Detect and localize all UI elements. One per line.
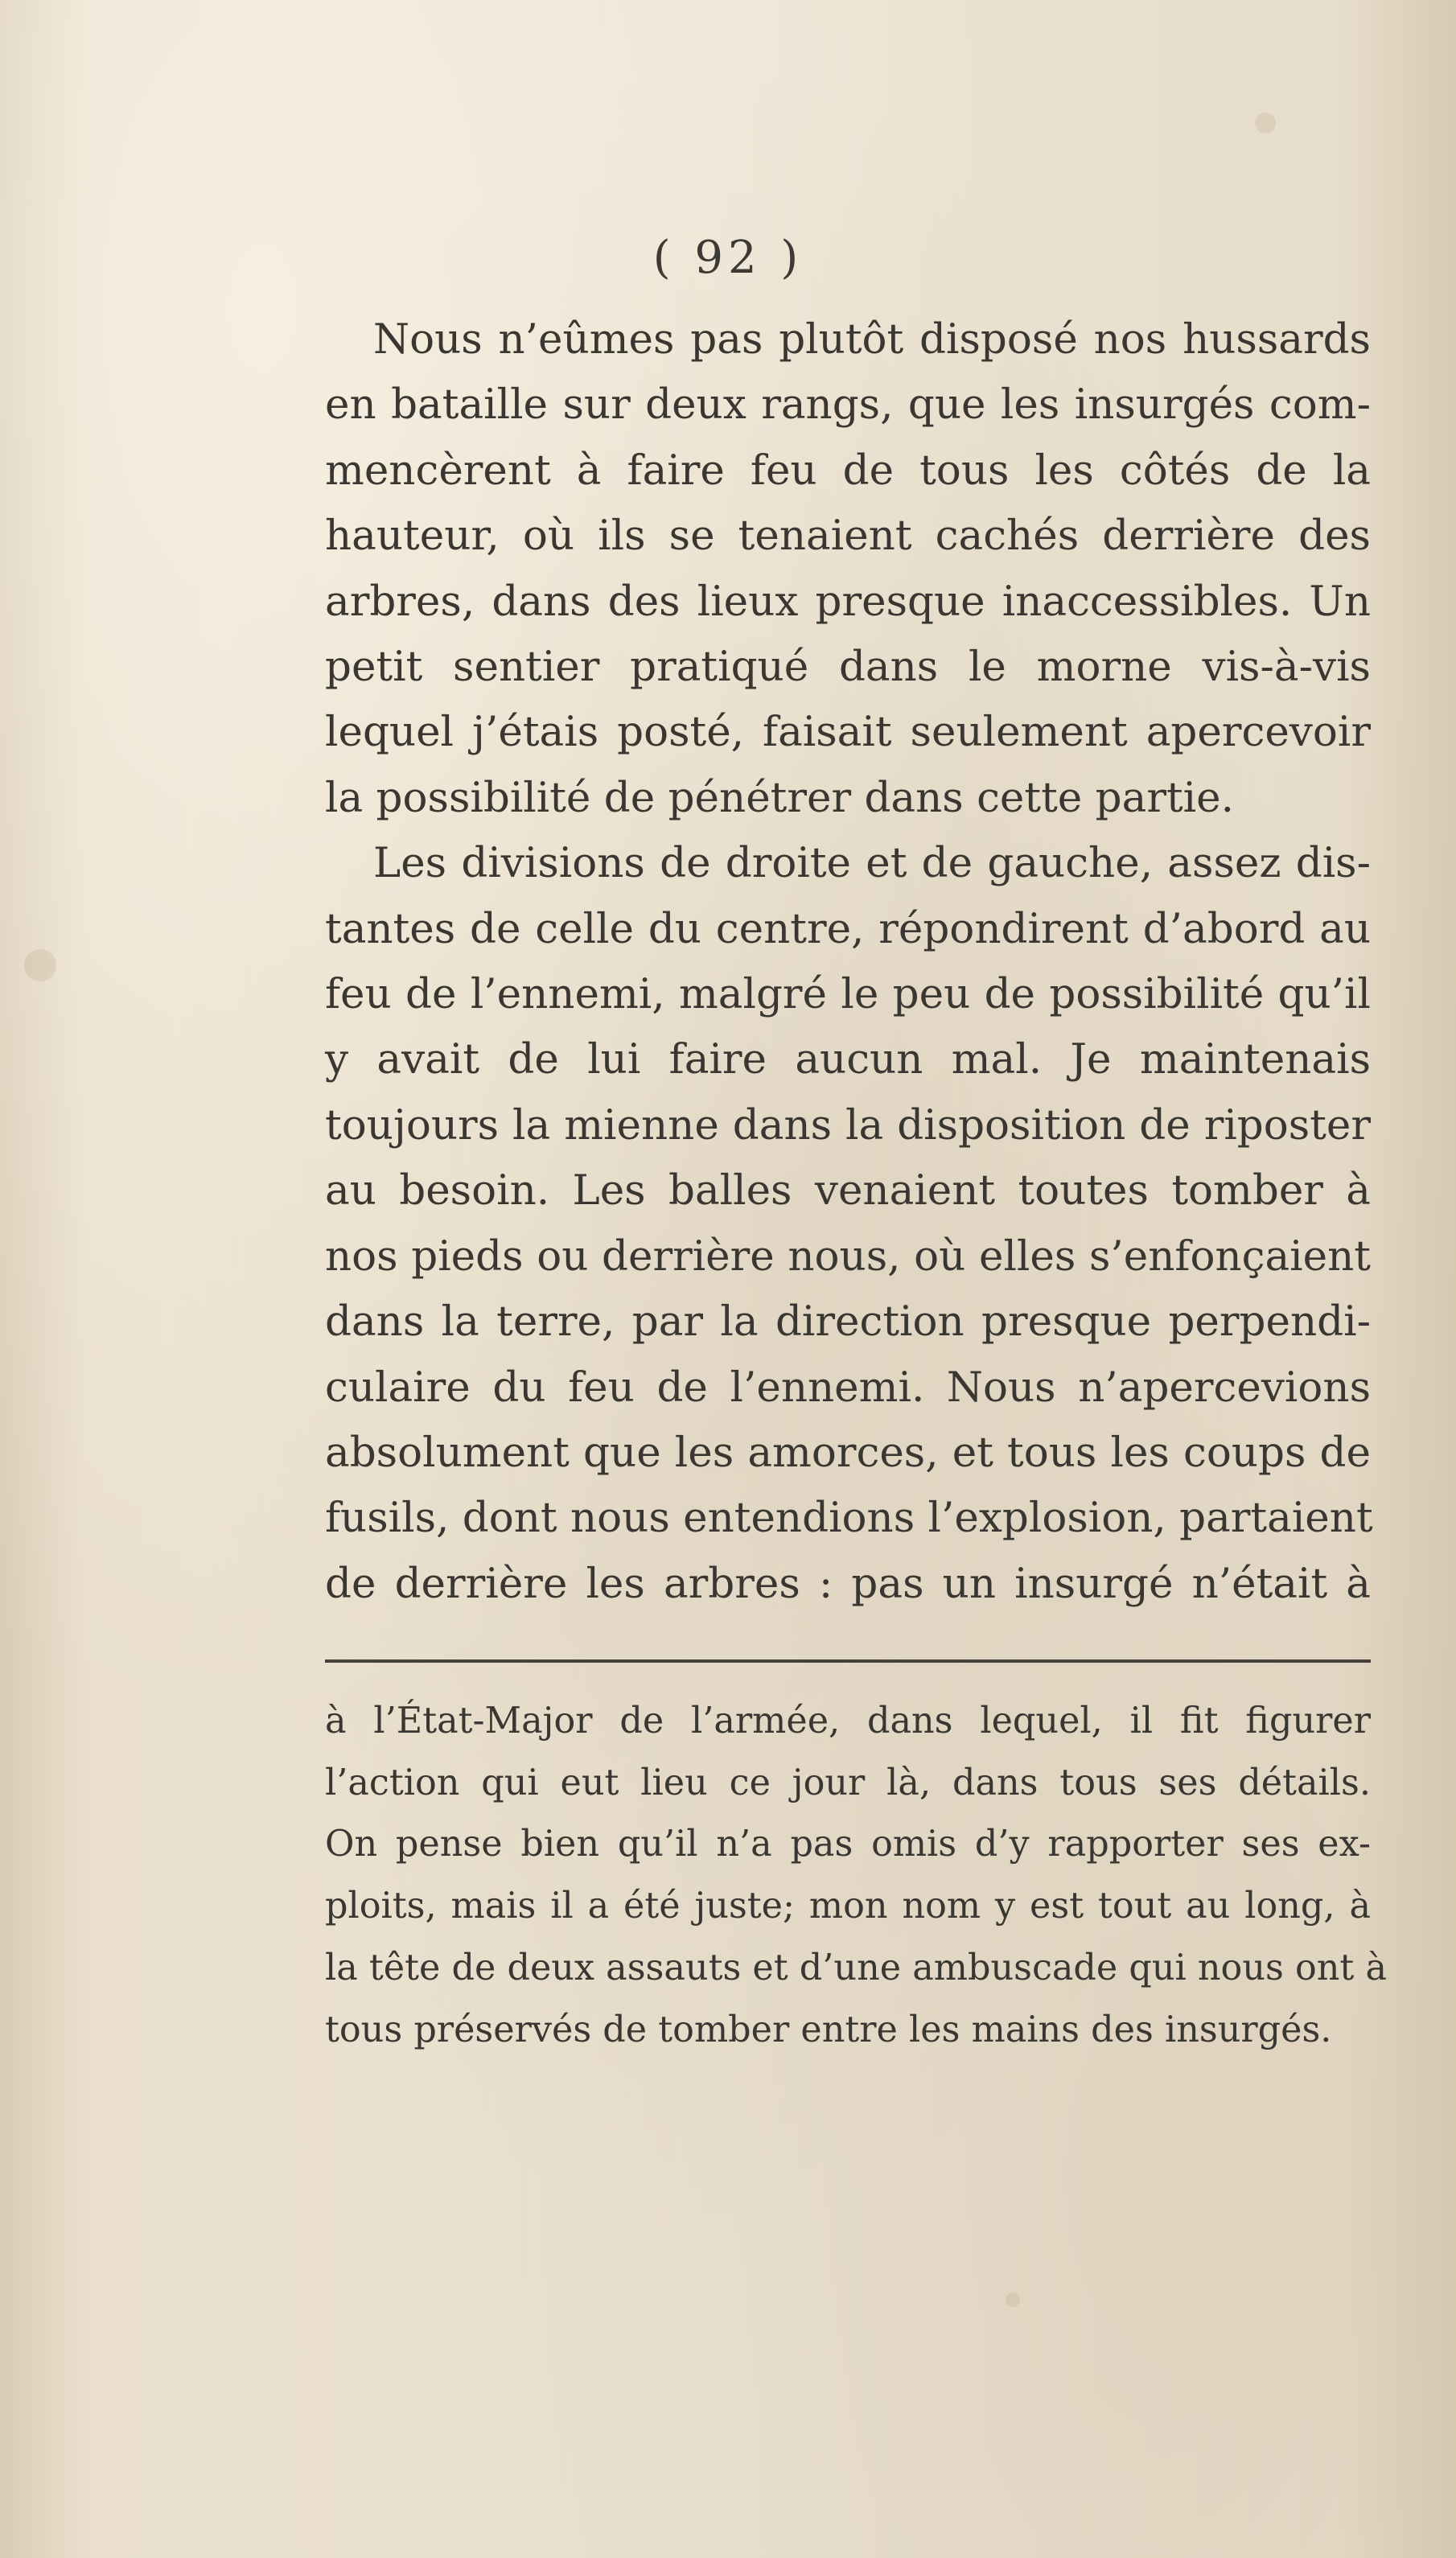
text-line: arbres, dans des lieux presque inaccessibles. Un [325, 577, 1371, 626]
paper-stain [1006, 2293, 1020, 2307]
footnote-line: On pense bien qu’il n’a pas omis d’y rapporter ses ex- [325, 1824, 1371, 1865]
footnote [325, 1691, 1387, 2061]
text-line: nos pieds ou derrière nous, où elles s’enfonçaient [325, 1232, 1371, 1281]
text-line: lequel j’étais posté, faisait seulement apercevoir [325, 708, 1371, 757]
text-line: la possibilité de pénétrer dans cette partie. [325, 773, 1234, 822]
main-text [325, 307, 1371, 1617]
text-line: petit sentier pratiqué dans le morne vis-à-vis [325, 643, 1371, 692]
footnote-line: l’action qui eut lieu ce jour là, dans tous ses détails. [325, 1762, 1371, 1803]
footnote-divider [325, 1659, 1371, 1663]
page-number: ( 92 ) [652, 232, 804, 284]
text-line: absolument que les amorces, et tous les coups de [325, 1428, 1371, 1477]
paragraph-1 [325, 307, 1371, 831]
text-line: feu de l’ennemi, malgré le peu de possibilité qu’il [325, 970, 1371, 1019]
footnote-line: à l’État-Major de l’armée, dans lequel, il fit figurer [325, 1701, 1371, 1742]
footnote-line: tous préservés de tomber entre les mains des insurgés. [325, 2009, 1332, 2050]
footnote-line: la tête de deux assauts et d’une ambuscade qui nous ont à [325, 1947, 1387, 1988]
paragraph-2 [325, 831, 1371, 1617]
text-line: de derrière les arbres : pas un insurgé n’était à [325, 1559, 1371, 1608]
text-line: culaire du feu de l’ennemi. Nous n’apercevions [325, 1363, 1371, 1412]
paper-stain [24, 949, 56, 981]
text-line: tantes de celle du centre, répondirent d’abord au [325, 904, 1371, 953]
text-line: mencèrent à faire feu de tous les côtés de la [325, 446, 1371, 495]
text-line: Nous n’eûmes pas plutôt disposé nos hussards [373, 315, 1371, 364]
text-line: fusils, dont nous entendions l’explosion, partaient [325, 1494, 1373, 1543]
text-line: au besoin. Les balles venaient toutes tomber à [325, 1166, 1371, 1215]
text-line: Les divisions de droite et de gauche, assez dis- [373, 839, 1371, 888]
text-line: hauteur, où ils se tenaient cachés derrière des [325, 512, 1371, 561]
paper-stain [1255, 113, 1276, 134]
text-line: en bataille sur deux rangs, que les insurgés com- [325, 380, 1371, 430]
text-line: toujours la mienne dans la disposition de riposter [325, 1100, 1371, 1149]
footnote-line: ploits, mais il a été juste; mon nom y est tout au long, à [325, 1886, 1371, 1927]
text-line: y avait de lui faire aucun mal. Je maintenais [325, 1035, 1371, 1084]
text-line: dans la terre, par la direction presque perpendi- [325, 1298, 1371, 1347]
